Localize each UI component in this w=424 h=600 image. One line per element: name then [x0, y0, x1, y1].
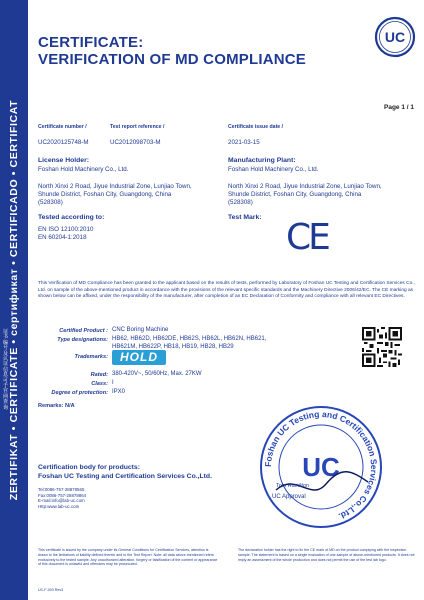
- manufacturing-plant-label: Manufacturing Plant:: [228, 157, 296, 164]
- standard-item: EN ISO 12100:2010: [38, 226, 94, 233]
- type-designations: HB62, HB62D, HB62DE, HB62S, HB62L, HB62N, HB621, HB621M, HB622P, HB18, HB19, HB28, HB29: [112, 336, 267, 350]
- title-line-1: CERTIFICATE:: [38, 34, 144, 51]
- certified-product-label: Certified Product :: [59, 328, 108, 334]
- type-designations-label: Type designations:: [57, 337, 108, 343]
- rated-label: Rated:: [90, 372, 108, 378]
- license-holder-label: License Holder:: [38, 157, 89, 164]
- test-mark-label: Test Mark:: [228, 214, 262, 221]
- hold-logo: HOLD: [112, 350, 166, 365]
- cert-number: UC2020125748-M: [38, 139, 89, 146]
- title-line-2: VERIFICATION OF MD COMPLIANCE: [38, 51, 307, 68]
- class-value: I: [112, 380, 114, 386]
- class-label: Class:: [91, 381, 108, 387]
- seal-center-text: UC: [302, 452, 340, 482]
- qr-code-icon: [362, 327, 402, 367]
- footer-right-note: The declaration holder has the right to fix the CE mark of MD on the product complying with the inspection sample. The statement is based on a single evaluation of one sample of above-mentioned products. It does not imply an assessment of the whole production and does not permit the use of the test lab logo.: [238, 548, 415, 562]
- signer-name: Tom Hamilton: [276, 483, 309, 489]
- report-reference-label: Test report reference /: [110, 124, 165, 130]
- license-holder-name: Foshan Hold Machinery Co., Ltd.: [38, 166, 129, 173]
- cert-number-label: Certificate number /: [38, 124, 87, 130]
- page-number: Page 1 / 1: [384, 104, 414, 111]
- side-chinese-text: 证书编号及认证信息可于官网查询: [3, 329, 9, 411]
- certification-seal: [256, 402, 386, 532]
- issue-date: 2021-03-15: [228, 139, 260, 146]
- standards-list: [38, 226, 93, 242]
- certificate-page: [28, 0, 424, 600]
- document-code: UC-F-003 Rev3: [38, 588, 64, 592]
- sidebar-banner: [0, 0, 28, 600]
- manufacturing-plant-address: North Xinxi 2 Road, Jiyue Industrial Zone, Lunjiao Town, Shunde District, Foshan City, Guangdong, China (528308): [228, 183, 382, 206]
- tested-according-label: Tested according to:: [38, 214, 105, 221]
- cert-body-name: Foshan UC Testing and Certification Services Co.,Ltd.: [38, 473, 212, 480]
- trademarks-label: Trademarks:: [74, 354, 108, 360]
- seal-ring-text: Foshan UC Testing and Certification Services Co.,Ltd.: [262, 408, 380, 522]
- compliance-statement: This Verification of MD Compliance has been granted to the applicant based on the results of tests, performed by Laboratory of Foshan UC Testing and Certification Services Co., Ltd. on sample of the above-mentioned product in accordance with the provisions of the relevant specific standards and the Machinery Directive 2006/42/EC. The CE marking as shown below can be affixed, under the responsibility of the manufacturer, after completion of an EC Declaration of Conformity and compliance with all relevant EC Directives.: [38, 281, 415, 300]
- protection-label: Degree of protection:: [51, 390, 108, 396]
- sidebar-banner-text: ZERTIFIKAT • CERTIFICATE • сертификат • CERTIFICADO • CERTIFICAT: [8, 99, 20, 501]
- license-holder-address: North Xinxi 2 Road, Jiyue Industrial Zone, Lunjiao Town, Shunde District, Foshan City, Guangdong, China (528308): [38, 183, 192, 206]
- certified-product: CNC Boring Machine: [112, 327, 169, 333]
- signer-role: UC Approval: [272, 494, 306, 500]
- issue-date-label: Certificate issue date /: [228, 124, 284, 130]
- uc-logo-icon: [374, 16, 416, 58]
- uc-logo-text: UC: [384, 29, 406, 45]
- rated-value: 380-420V~, 50/60Hz, Max. 27KW: [112, 371, 202, 377]
- manufacturing-plant-name: Foshan Hold Machinery Co., Ltd.: [228, 166, 319, 173]
- standard-item: EN 60204-1:2018: [38, 234, 87, 241]
- cert-body-contact: Tel:0086-757-28878565 Fax:0086-757-28878864 E-mail:info@lab-uc.com Http:www.lab-uc.com: [38, 487, 87, 509]
- protection-value: IPX0: [112, 389, 126, 395]
- footer-left-note: This certificate is issued by the company under its General Conditions for Certification Services, attention is drawn to the limitations of liability defined therein and to the Test Report. Note: all data above-mentioned refers exclusively to the tested sample. Any unauthorized alteration, forgery or falsification of the content or appearance of this document is unlawful and offenders may be prosecuted.: [38, 548, 218, 567]
- certificate-title: [38, 34, 306, 68]
- report-reference: UC2012098703-M: [110, 139, 161, 146]
- ce-mark: CE: [286, 217, 328, 258]
- cert-body-label: Certification body for products:: [38, 464, 140, 471]
- remarks: Remarks: N/A: [38, 403, 75, 409]
